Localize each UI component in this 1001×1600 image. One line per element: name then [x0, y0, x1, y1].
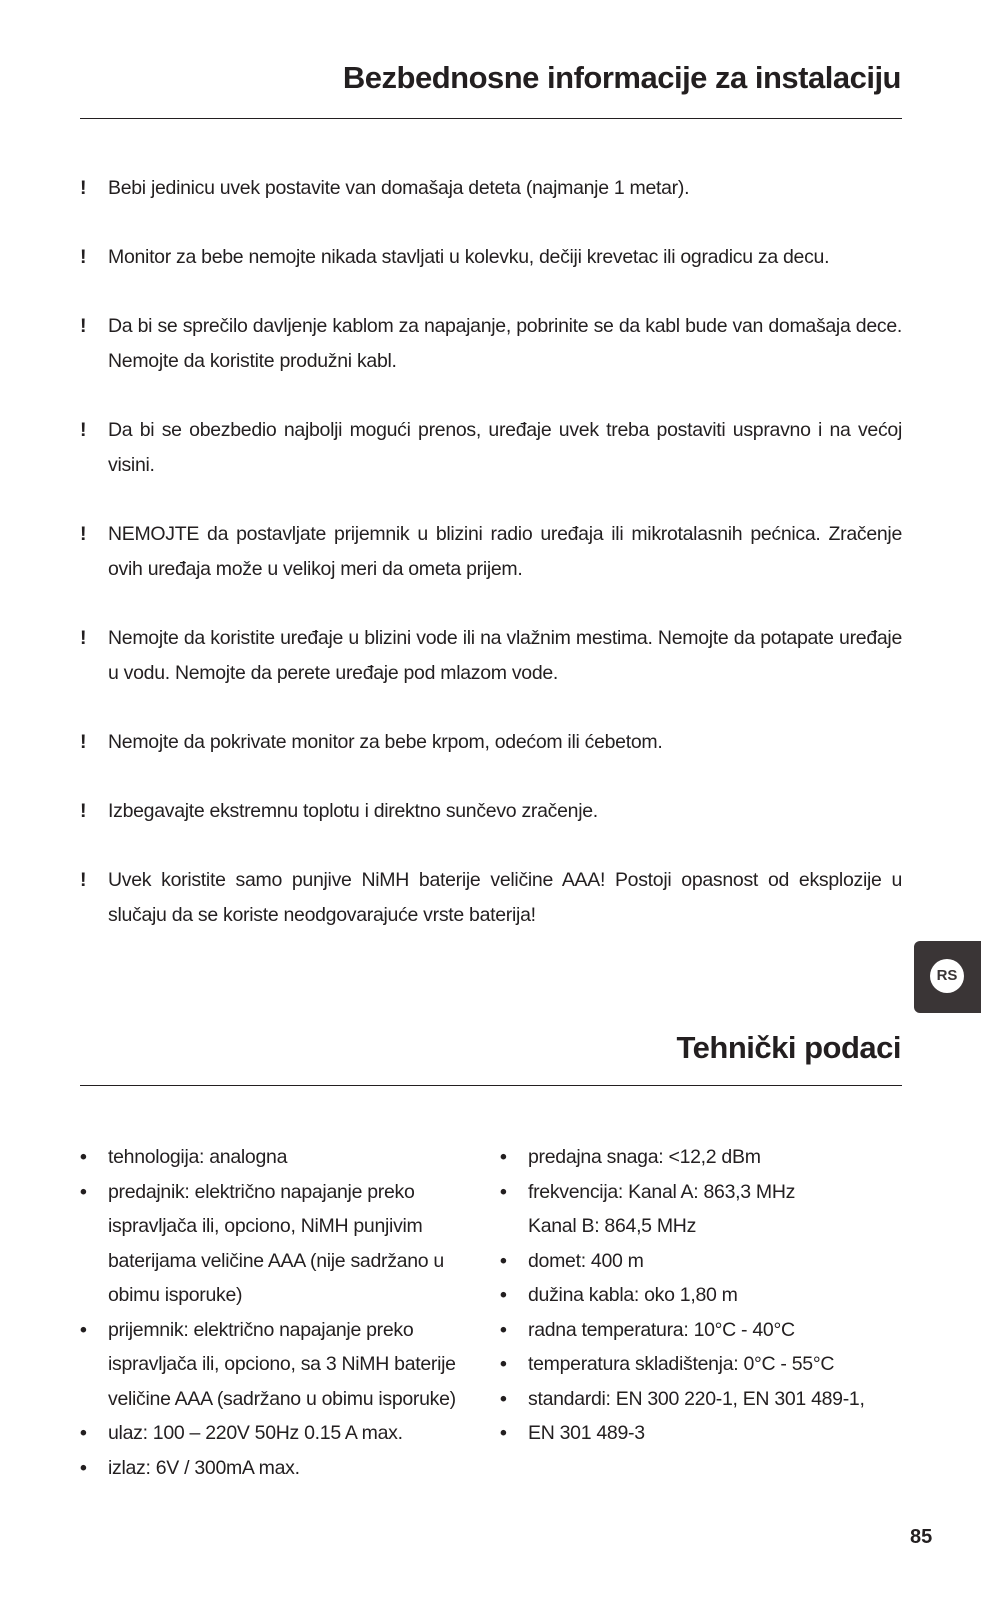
- spec-text: predajnik: električno napajanje preko ispravljača ili, opciono, NiMH punjivim baterijama veličine AAA (nije sadržano u obimu isporuke): [108, 1180, 444, 1306]
- warning-text: Bebi jedinicu uvek postavite van domašaja deteta (najmanje 1 metar).: [108, 177, 690, 199]
- spec-text: predajna snaga: <12,2 dBm: [528, 1146, 761, 1168]
- list-item: [500, 1278, 910, 1313]
- section-title-specs: Tehnički podaci: [676, 1030, 901, 1065]
- list-item: [500, 1382, 910, 1417]
- exclamation-icon: !: [80, 315, 87, 337]
- list-item: [80, 863, 902, 933]
- list-item: [80, 517, 902, 587]
- language-tab: [914, 941, 981, 1013]
- warning-text: Izbegavajte ekstremnu toplotu i direktno sunčevo zračenje.: [108, 800, 598, 822]
- bullet-icon: •: [80, 1318, 87, 1341]
- list-item: [80, 309, 902, 379]
- list-item: [500, 1140, 910, 1175]
- exclamation-icon: !: [80, 523, 87, 545]
- spec-text: temperatura skladištenja: 0°C - 55°C: [528, 1353, 835, 1375]
- exclamation-icon: !: [80, 419, 87, 441]
- list-item: [80, 1175, 480, 1313]
- list-item: [80, 725, 902, 760]
- list-item: [500, 1313, 910, 1348]
- spec-text: dužina kabla: oko 1,80 m: [528, 1284, 738, 1306]
- bullet-icon: •: [80, 1422, 87, 1444]
- warning-text: NEMOJTE da postavljate prijemnik u blizini radio uređaja ili mikrotalasnih pećnica. Zračenje ovih uređaja može u velikoj meri da ometa prijem.: [108, 523, 902, 580]
- spec-text: prijemnik: električno napajanje preko ispravljača ili, opciono, sa 3 NiMH baterije veličine AAA (sadržano u obimu isporuke): [108, 1318, 456, 1410]
- spec-text: ulaz: 100 – 220V 50Hz 0.15 A max.: [108, 1422, 403, 1444]
- list-item: [80, 240, 902, 275]
- list-item: [500, 1244, 910, 1279]
- spec-text: tehnologija: analogna: [108, 1146, 288, 1168]
- spec-text: EN 301 489-3: [528, 1422, 645, 1444]
- bullet-icon: •: [80, 1180, 87, 1203]
- warning-text: Uvek koristite samo punjive NiMH baterije veličine AAA! Postoji opasnost od eksplozije u slučaju da se koriste neodgovarajuće vrste baterija!: [108, 869, 902, 926]
- bullet-icon: •: [500, 1318, 507, 1341]
- warning-text: Monitor za bebe nemojte nikada stavljati u kolevku, dečiji krevetac ili ogradicu za decu.: [108, 246, 830, 268]
- list-item: [80, 621, 902, 691]
- exclamation-icon: !: [80, 177, 87, 199]
- list-item: [80, 1451, 480, 1486]
- page-number: 85: [910, 1526, 933, 1548]
- list-item: [80, 1140, 480, 1175]
- exclamation-icon: !: [80, 800, 87, 822]
- safety-list: [80, 171, 902, 967]
- exclamation-icon: !: [80, 869, 87, 891]
- spec-text: domet: 400 m: [528, 1249, 644, 1272]
- list-item: [80, 1313, 480, 1417]
- specs-left-column: [80, 1140, 480, 1485]
- section-title-safety: Bezbednosne informacije za instalaciju: [342, 60, 901, 95]
- spec-text: frekvencija: Kanal A: 863,3 MHz: [528, 1180, 796, 1203]
- exclamation-icon: !: [80, 731, 87, 753]
- warning-text: Da bi se sprečilo davljenje kablom za napajanje, pobrinite se da kabl bude van domašaja dece. Nemojte da koristite produžni kabl.: [108, 315, 902, 372]
- warning-text: Nemojte da pokrivate monitor za bebe krpom, odećom ili ćebetom.: [108, 731, 663, 753]
- divider: [80, 118, 902, 119]
- bullet-icon: •: [500, 1146, 507, 1168]
- spec-text: izlaz: 6V / 300mA max.: [108, 1456, 300, 1479]
- warning-text: Da bi se obezbedio najbolji mogući prenos, uređaje uvek treba postaviti uspravno i na većoj visini.: [108, 419, 902, 476]
- bullet-icon: •: [500, 1422, 507, 1444]
- list-item: [80, 794, 902, 829]
- spec-text: radna temperatura: 10°C - 40°C: [528, 1318, 795, 1341]
- bullet-icon: •: [500, 1249, 507, 1272]
- list-item: [80, 1416, 480, 1451]
- exclamation-icon: !: [80, 246, 87, 268]
- divider: [80, 1085, 902, 1086]
- warning-text: Nemojte da koristite uređaje u blizini vode ili na vlažnim mestima. Nemojte da potapate uređaje u vodu. Nemojte da perete uređaje pod mlazom vode.: [108, 627, 902, 684]
- bullet-icon: •: [80, 1456, 87, 1479]
- exclamation-icon: !: [80, 627, 87, 649]
- list-item: [500, 1347, 910, 1382]
- list-item: [80, 413, 902, 483]
- list-item: [80, 171, 902, 206]
- specs-right-column: [500, 1140, 910, 1451]
- bullet-icon: •: [500, 1353, 507, 1375]
- bullet-icon: •: [500, 1180, 507, 1203]
- spec-text: standardi: EN 300 220-1, EN 301 489-1,: [528, 1387, 865, 1410]
- spec-continuation: Kanal B: 864,5 MHz: [528, 1215, 697, 1237]
- language-badge: RS: [930, 959, 964, 993]
- bullet-icon: •: [500, 1387, 507, 1410]
- bullet-icon: •: [80, 1146, 87, 1168]
- list-item: [500, 1416, 910, 1451]
- bullet-icon: •: [500, 1284, 507, 1306]
- list-item: [500, 1175, 910, 1244]
